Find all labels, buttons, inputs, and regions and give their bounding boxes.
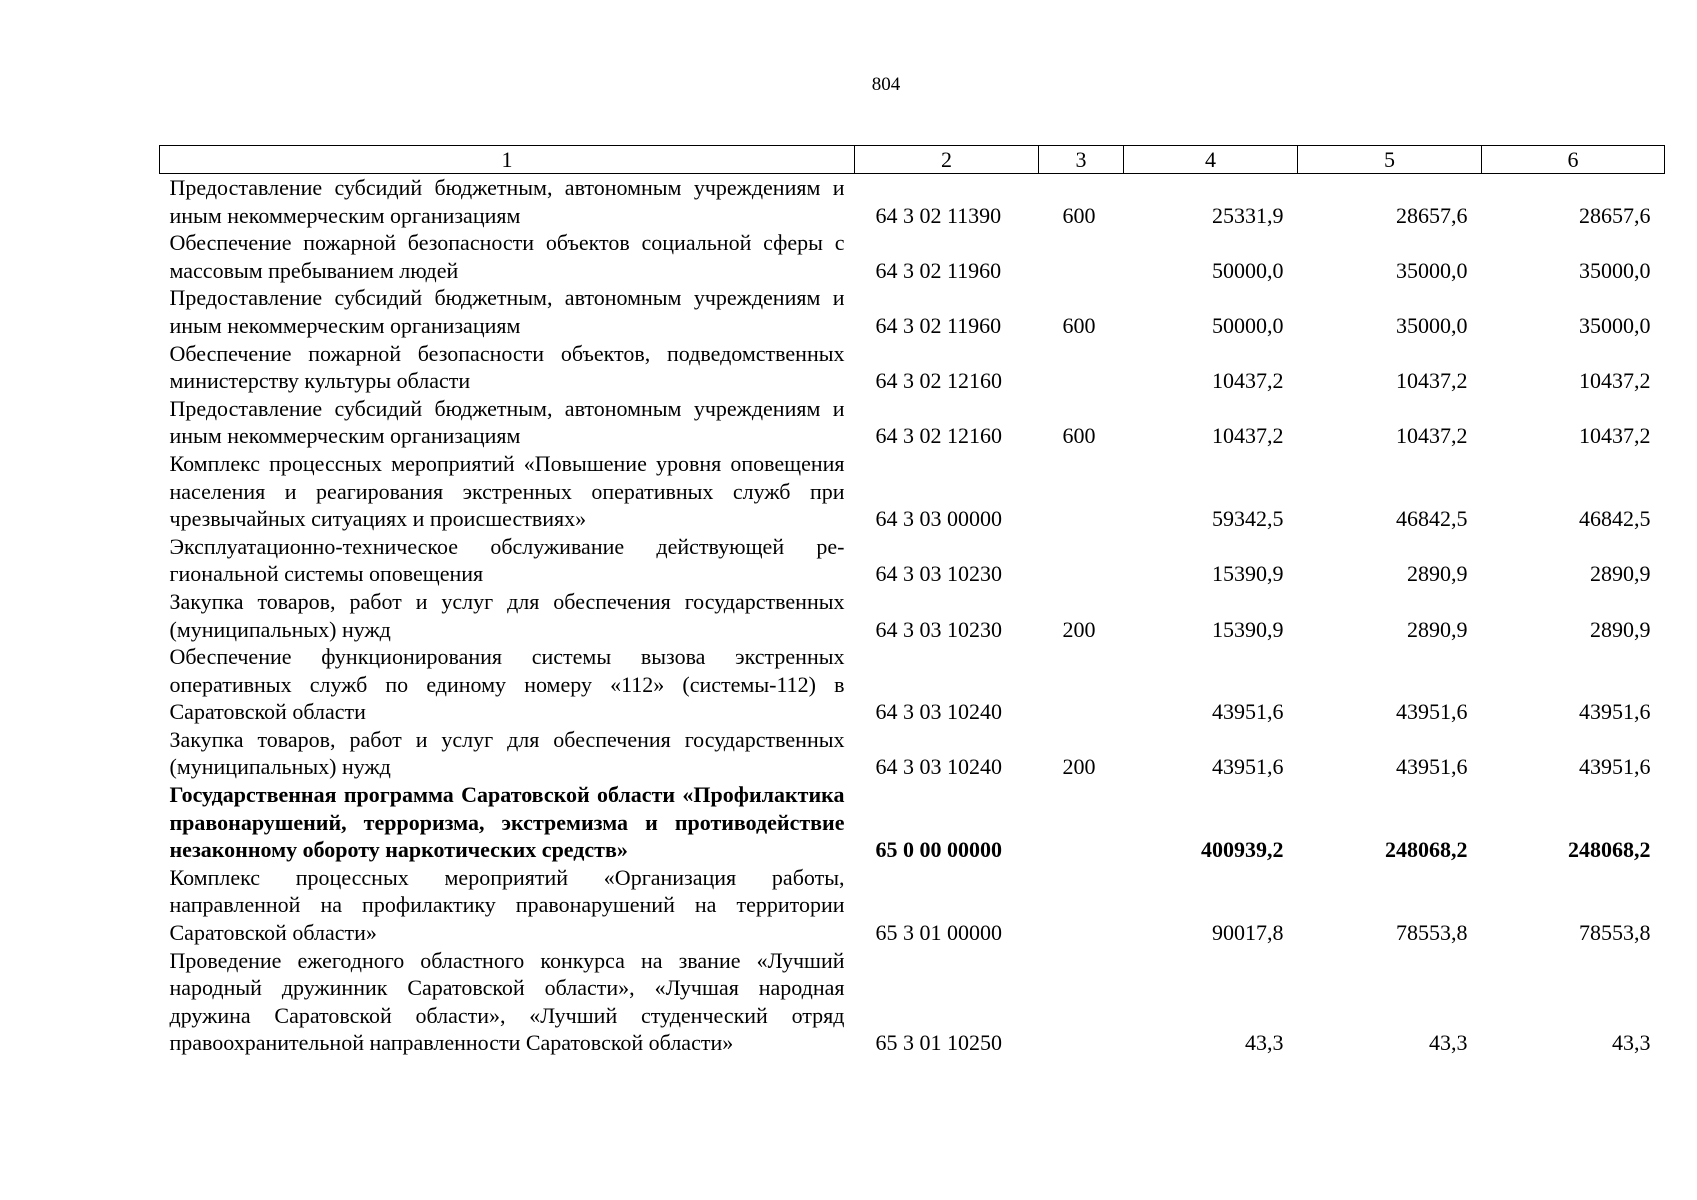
row-code-cell: 65 3 01 10250 [875, 1030, 1002, 1056]
row-expense-type-cell: 200 [1062, 754, 1096, 780]
row-expense-type-cell: 600 [1062, 423, 1096, 449]
row-value-col6-cell: 78553,8 [1579, 920, 1651, 946]
header-col-3: 3 [1039, 146, 1124, 174]
row-expense-type-cell [1039, 864, 1124, 947]
table-row [160, 643, 1665, 726]
row-value-col6-cell: 10437,2 [1579, 423, 1651, 449]
table-header [160, 146, 1665, 174]
row-value-col4-cell: 50000,0 [1212, 257, 1284, 283]
row-code-cell: 64 3 02 11390 [875, 202, 1002, 228]
row-code-cell: 64 3 03 00000 [875, 506, 1002, 532]
row-name-cell: Обеспечение пожарной безопасности объектов, подведомственных министерству культуры области [169, 340, 845, 394]
row-code-cell: 64 3 02 11960 [875, 312, 1002, 338]
row-value-col5-cell: 43,3 [1429, 1030, 1468, 1056]
row-value-col4-cell: 15390,9 [1212, 616, 1284, 642]
row-name-cell: Государственная программа Саратовской области «Профилактика правонарушений, терроризма, экстремизма и противодействие незаконному обороту наркотических средств» [169, 782, 845, 863]
header-col-1: 1 [160, 146, 855, 174]
row-expense-type-cell [1039, 643, 1124, 726]
page-number: 804 [871, 74, 901, 95]
row-code-cell: 64 3 03 10240 [875, 754, 1002, 780]
header-col-4: 4 [1124, 146, 1298, 174]
header-col-6: 6 [1482, 146, 1665, 174]
row-value-col4-cell: 15390,9 [1212, 561, 1284, 587]
row-value-col4-cell: 10437,2 [1212, 423, 1284, 449]
table-row [160, 450, 1665, 533]
budget-table [159, 145, 1665, 1057]
row-code-cell: 65 0 00 00000 [875, 837, 1002, 863]
table-row [160, 781, 1665, 864]
row-value-col6-cell: 2890,9 [1590, 561, 1651, 587]
row-code-cell: 64 3 02 11960 [875, 257, 1002, 283]
row-expense-type-cell [1039, 947, 1124, 1057]
row-code-cell: 64 3 03 10240 [875, 699, 1002, 725]
table-row [160, 229, 1665, 284]
row-name-cell: Обеспечение функционирования системы вызова экстренных оперативных служб по единому номеру «112» (системы-112) в Саратовской области [169, 644, 845, 725]
row-expense-type-cell: 600 [1062, 202, 1096, 228]
row-expense-type-cell: 200 [1062, 616, 1096, 642]
row-value-col4-cell: 50000,0 [1212, 312, 1284, 338]
row-expense-type-cell [1039, 340, 1124, 395]
row-expense-type-cell [1039, 781, 1124, 864]
table-row [160, 174, 1665, 230]
table-row [160, 340, 1665, 395]
row-value-col4-cell: 90017,8 [1212, 920, 1284, 946]
row-value-col5-cell: 248068,2 [1385, 837, 1468, 863]
row-code-cell: 64 3 02 12160 [875, 423, 1002, 449]
row-value-col6-cell: 248068,2 [1568, 837, 1651, 863]
row-value-col4-cell: 400939,2 [1201, 837, 1284, 863]
row-value-col6-cell: 43,3 [1612, 1030, 1651, 1056]
row-value-col6-cell: 43951,6 [1579, 699, 1651, 725]
table-row [160, 533, 1665, 588]
row-code-cell: 65 3 01 00000 [875, 920, 1002, 946]
table-row [160, 864, 1665, 947]
table-row [160, 395, 1665, 450]
row-value-col6-cell: 28657,6 [1579, 202, 1651, 228]
header-row [160, 146, 1665, 174]
row-value-col4-cell: 43951,6 [1212, 699, 1284, 725]
table-row [160, 588, 1665, 643]
row-value-col5-cell: 35000,0 [1396, 257, 1468, 283]
row-name-cell: Предоставление субсидий бюджетным, автономным учреждениям и иным некоммерческим организациям [169, 175, 845, 228]
row-name-cell: Обеспечение пожарной безопасности объектов социальной сферы с массовым пребыванием людей [169, 230, 845, 283]
row-code-cell: 64 3 02 12160 [875, 368, 1002, 394]
row-value-col6-cell: 35000,0 [1579, 312, 1651, 338]
row-value-col6-cell: 43951,6 [1579, 754, 1651, 780]
header-col-5: 5 [1298, 146, 1482, 174]
row-value-col5-cell: 28657,6 [1396, 202, 1468, 228]
row-value-col5-cell: 43951,6 [1396, 754, 1468, 780]
row-value-col6-cell: 10437,2 [1579, 368, 1651, 394]
row-name-cell: Проведение ежегодного областного конкурса на звание «Лучший народный дружинник Саратовской области», «Лучшая народная дружина Саратовской области», «Лучший студенческий отряд правоохранительной направленности Саратовской области» [169, 947, 845, 1056]
row-value-col6-cell: 46842,5 [1579, 506, 1651, 532]
row-value-col4-cell: 43951,6 [1212, 754, 1284, 780]
row-value-col4-cell: 59342,5 [1212, 506, 1284, 532]
row-expense-type-cell [1039, 450, 1124, 533]
row-name-cell: Предоставление субсидий бюджетным, автономным учреждениям и иным некоммерческим организациям [169, 285, 845, 338]
row-value-col4-cell: 10437,2 [1212, 368, 1284, 394]
row-value-col5-cell: 10437,2 [1396, 423, 1468, 449]
row-code-cell: 64 3 03 10230 [875, 616, 1002, 642]
row-name-cell: Закупка товаров, работ и услуг для обеспечения государственных (муниципальных) нужд [169, 726, 845, 780]
row-name-cell: Комплекс процессных мероприятий «Организация работы, направленной на профилактику правонарушений на территории Саратовской области» [169, 864, 845, 946]
header-col-2: 2 [855, 146, 1039, 174]
row-name-cell: Закупка товаров, работ и услуг для обеспечения государственных (муниципальных) нужд [169, 588, 845, 642]
row-value-col5-cell: 10437,2 [1396, 368, 1468, 394]
row-value-col4-cell: 43,3 [1245, 1030, 1284, 1056]
row-value-col4-cell: 25331,9 [1212, 202, 1284, 228]
row-value-col5-cell: 2890,9 [1407, 616, 1468, 642]
row-value-col5-cell: 46842,5 [1396, 506, 1468, 532]
row-name-cell: Эксплуатационно-техническое обслуживание действующей региональной системы оповещения [169, 533, 845, 587]
row-name-cell: Предоставление субсидий бюджетным, автономным учреждениям и иным некоммерческим организациям [169, 395, 845, 449]
table-row [160, 284, 1665, 339]
table-row [160, 726, 1665, 781]
row-expense-type-cell: 600 [1062, 312, 1096, 338]
row-value-col5-cell: 78553,8 [1396, 920, 1468, 946]
row-expense-type-cell [1039, 533, 1124, 588]
row-code-cell: 64 3 03 10230 [875, 561, 1002, 587]
row-value-col6-cell: 35000,0 [1579, 257, 1651, 283]
row-value-col5-cell: 35000,0 [1396, 312, 1468, 338]
row-expense-type-cell [1039, 229, 1124, 284]
table-row [160, 947, 1665, 1057]
row-value-col6-cell: 2890,9 [1590, 616, 1651, 642]
row-value-col5-cell: 43951,6 [1396, 699, 1468, 725]
row-name-cell: Комплекс процессных мероприятий «Повышение уровня оповещения населения и реагирования экстренных оперативных служб при чрезвычайных ситуациях и происшествиях» [169, 450, 845, 532]
table-body [160, 174, 1665, 1058]
row-value-col5-cell: 2890,9 [1407, 561, 1468, 587]
